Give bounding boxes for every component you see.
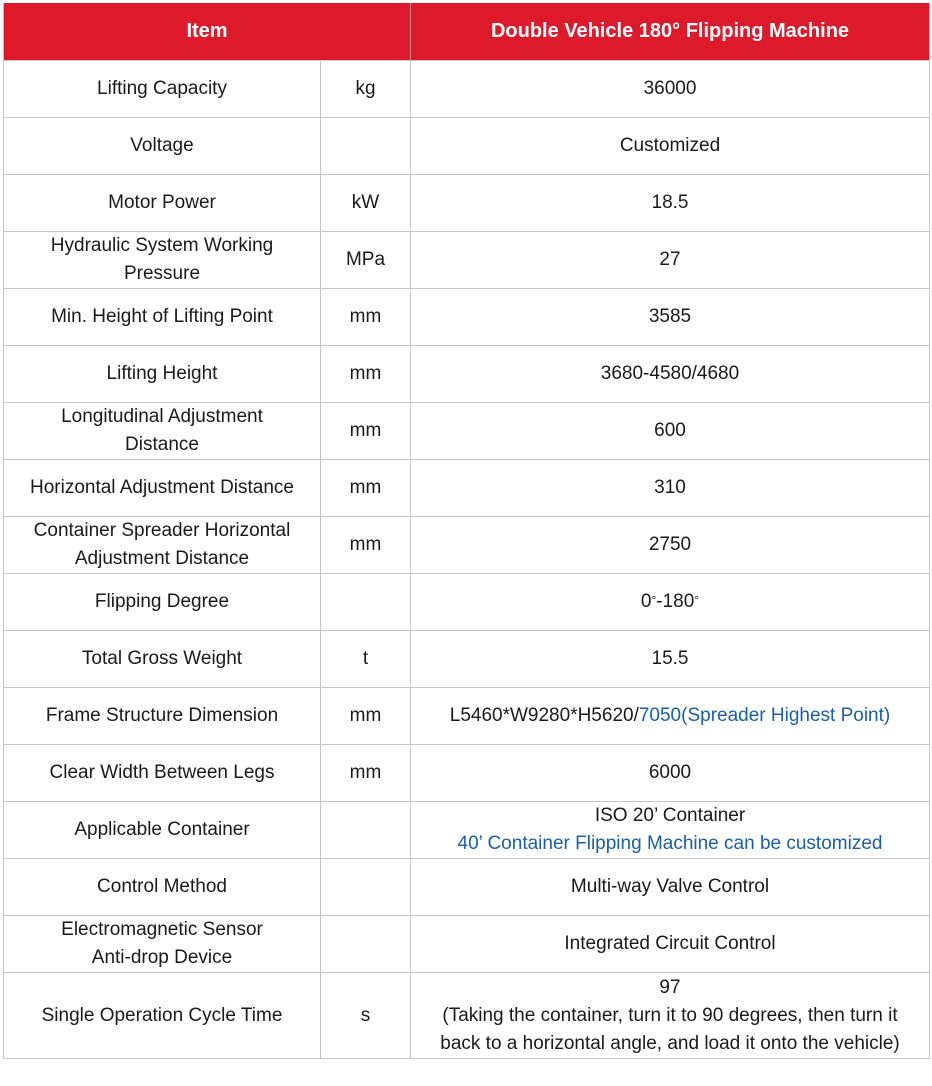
degree-symbol: ° [651, 592, 657, 607]
table-header-row [4, 3, 930, 61]
value-cell [411, 973, 930, 1059]
item-line: Distance [125, 434, 199, 455]
item-cell: Applicable Container [4, 802, 321, 859]
unit-cell [321, 916, 411, 973]
unit-cell [321, 118, 411, 175]
value-cell: 600 [411, 403, 930, 460]
cycle-note-line: back to a horizontal angle, and load it onto the vehicle) [440, 1032, 900, 1054]
table-row [4, 973, 930, 1059]
value-cell: 310 [411, 460, 930, 517]
unit-cell: mm [321, 289, 411, 346]
table-row [4, 346, 930, 403]
item-cell [4, 232, 321, 289]
dimension-text: L5460*W9280*H5620/ [449, 705, 639, 726]
item-line: Container Spreader Horizontal [33, 520, 291, 541]
item-cell: Flipping Degree [4, 574, 321, 631]
value-cell [411, 802, 930, 859]
cycle-time-value: 97 [659, 976, 681, 998]
item-line: Electromagnetic Sensor [61, 919, 263, 940]
item-cell: Total Gross Weight [4, 631, 321, 688]
unit-cell [321, 802, 411, 859]
table-row [4, 802, 930, 859]
item-cell: Voltage [4, 118, 321, 175]
value-cell [411, 688, 930, 745]
value-cell: 18.5 [411, 175, 930, 232]
table-row [4, 289, 930, 346]
table-row [4, 175, 930, 232]
value-cell: 15.5 [411, 631, 930, 688]
cycle-note-line: (Taking the container, turn it to 90 degrees, then turn it [442, 1004, 898, 1026]
value-start: 0 [640, 590, 652, 612]
item-cell: Lifting Height [4, 346, 321, 403]
unit-cell: kg [321, 61, 411, 118]
table-row [4, 517, 930, 574]
header-model: Double Vehicle 180° Flipping Machine [411, 3, 930, 61]
item-cell: Lifting Capacity [4, 61, 321, 118]
table-row [4, 916, 930, 973]
item-cell: Frame Structure Dimension [4, 688, 321, 745]
table-row [4, 688, 930, 745]
unit-cell: mm [321, 460, 411, 517]
container-value: ISO 20’ Container [594, 805, 746, 826]
unit-cell: t [321, 631, 411, 688]
value-cell: 3680-4580/4680 [411, 346, 930, 403]
item-cell: Single Operation Cycle Time [4, 973, 321, 1059]
item-cell: Motor Power [4, 175, 321, 232]
value-cell: 3585 [411, 289, 930, 346]
specification-table [3, 3, 930, 1059]
table-row [4, 574, 930, 631]
value-cell: 36000 [411, 61, 930, 118]
value-cell: 6000 [411, 745, 930, 802]
value-cell: Integrated Circuit Control [411, 916, 930, 973]
item-cell [4, 916, 321, 973]
unit-cell: mm [321, 517, 411, 574]
value-cell: 27 [411, 232, 930, 289]
table-row [4, 61, 930, 118]
table-row [4, 403, 930, 460]
unit-cell: s [321, 973, 411, 1059]
value-cell [411, 574, 930, 631]
item-cell: Horizontal Adjustment Distance [4, 460, 321, 517]
item-cell [4, 403, 321, 460]
item-line: Hydraulic System Working [50, 235, 274, 256]
unit-cell: mm [321, 403, 411, 460]
unit-cell: kW [321, 175, 411, 232]
unit-cell: mm [321, 745, 411, 802]
item-line: Longitudinal Adjustment [61, 406, 263, 427]
table-row [4, 859, 930, 916]
item-cell: Clear Width Between Legs [4, 745, 321, 802]
table-row [4, 460, 930, 517]
unit-cell [321, 859, 411, 916]
item-line: Pressure [123, 263, 201, 284]
unit-cell: mm [321, 346, 411, 403]
item-cell: Control Method [4, 859, 321, 916]
value-cell: Multi-way Valve Control [411, 859, 930, 916]
item-cell: Min. Height of Lifting Point [4, 289, 321, 346]
spreader-highest-point-text: 7050(Spreader Highest Point) [638, 705, 891, 726]
header-item: Item [4, 3, 411, 61]
table-row [4, 745, 930, 802]
unit-cell [321, 574, 411, 631]
table-row [4, 118, 930, 175]
customization-note: 40’ Container Flipping Machine can be customized [457, 833, 883, 854]
item-line: Anti-drop Device [91, 947, 233, 968]
item-line: Adjustment Distance [74, 548, 250, 569]
item-cell [4, 517, 321, 574]
value-end: -180 [656, 590, 695, 612]
value-cell: 2750 [411, 517, 930, 574]
degree-symbol: ° [694, 592, 700, 607]
unit-cell: MPa [321, 232, 411, 289]
value-cell: Customized [411, 118, 930, 175]
unit-cell: mm [321, 688, 411, 745]
table-row [4, 631, 930, 688]
table-row [4, 232, 930, 289]
